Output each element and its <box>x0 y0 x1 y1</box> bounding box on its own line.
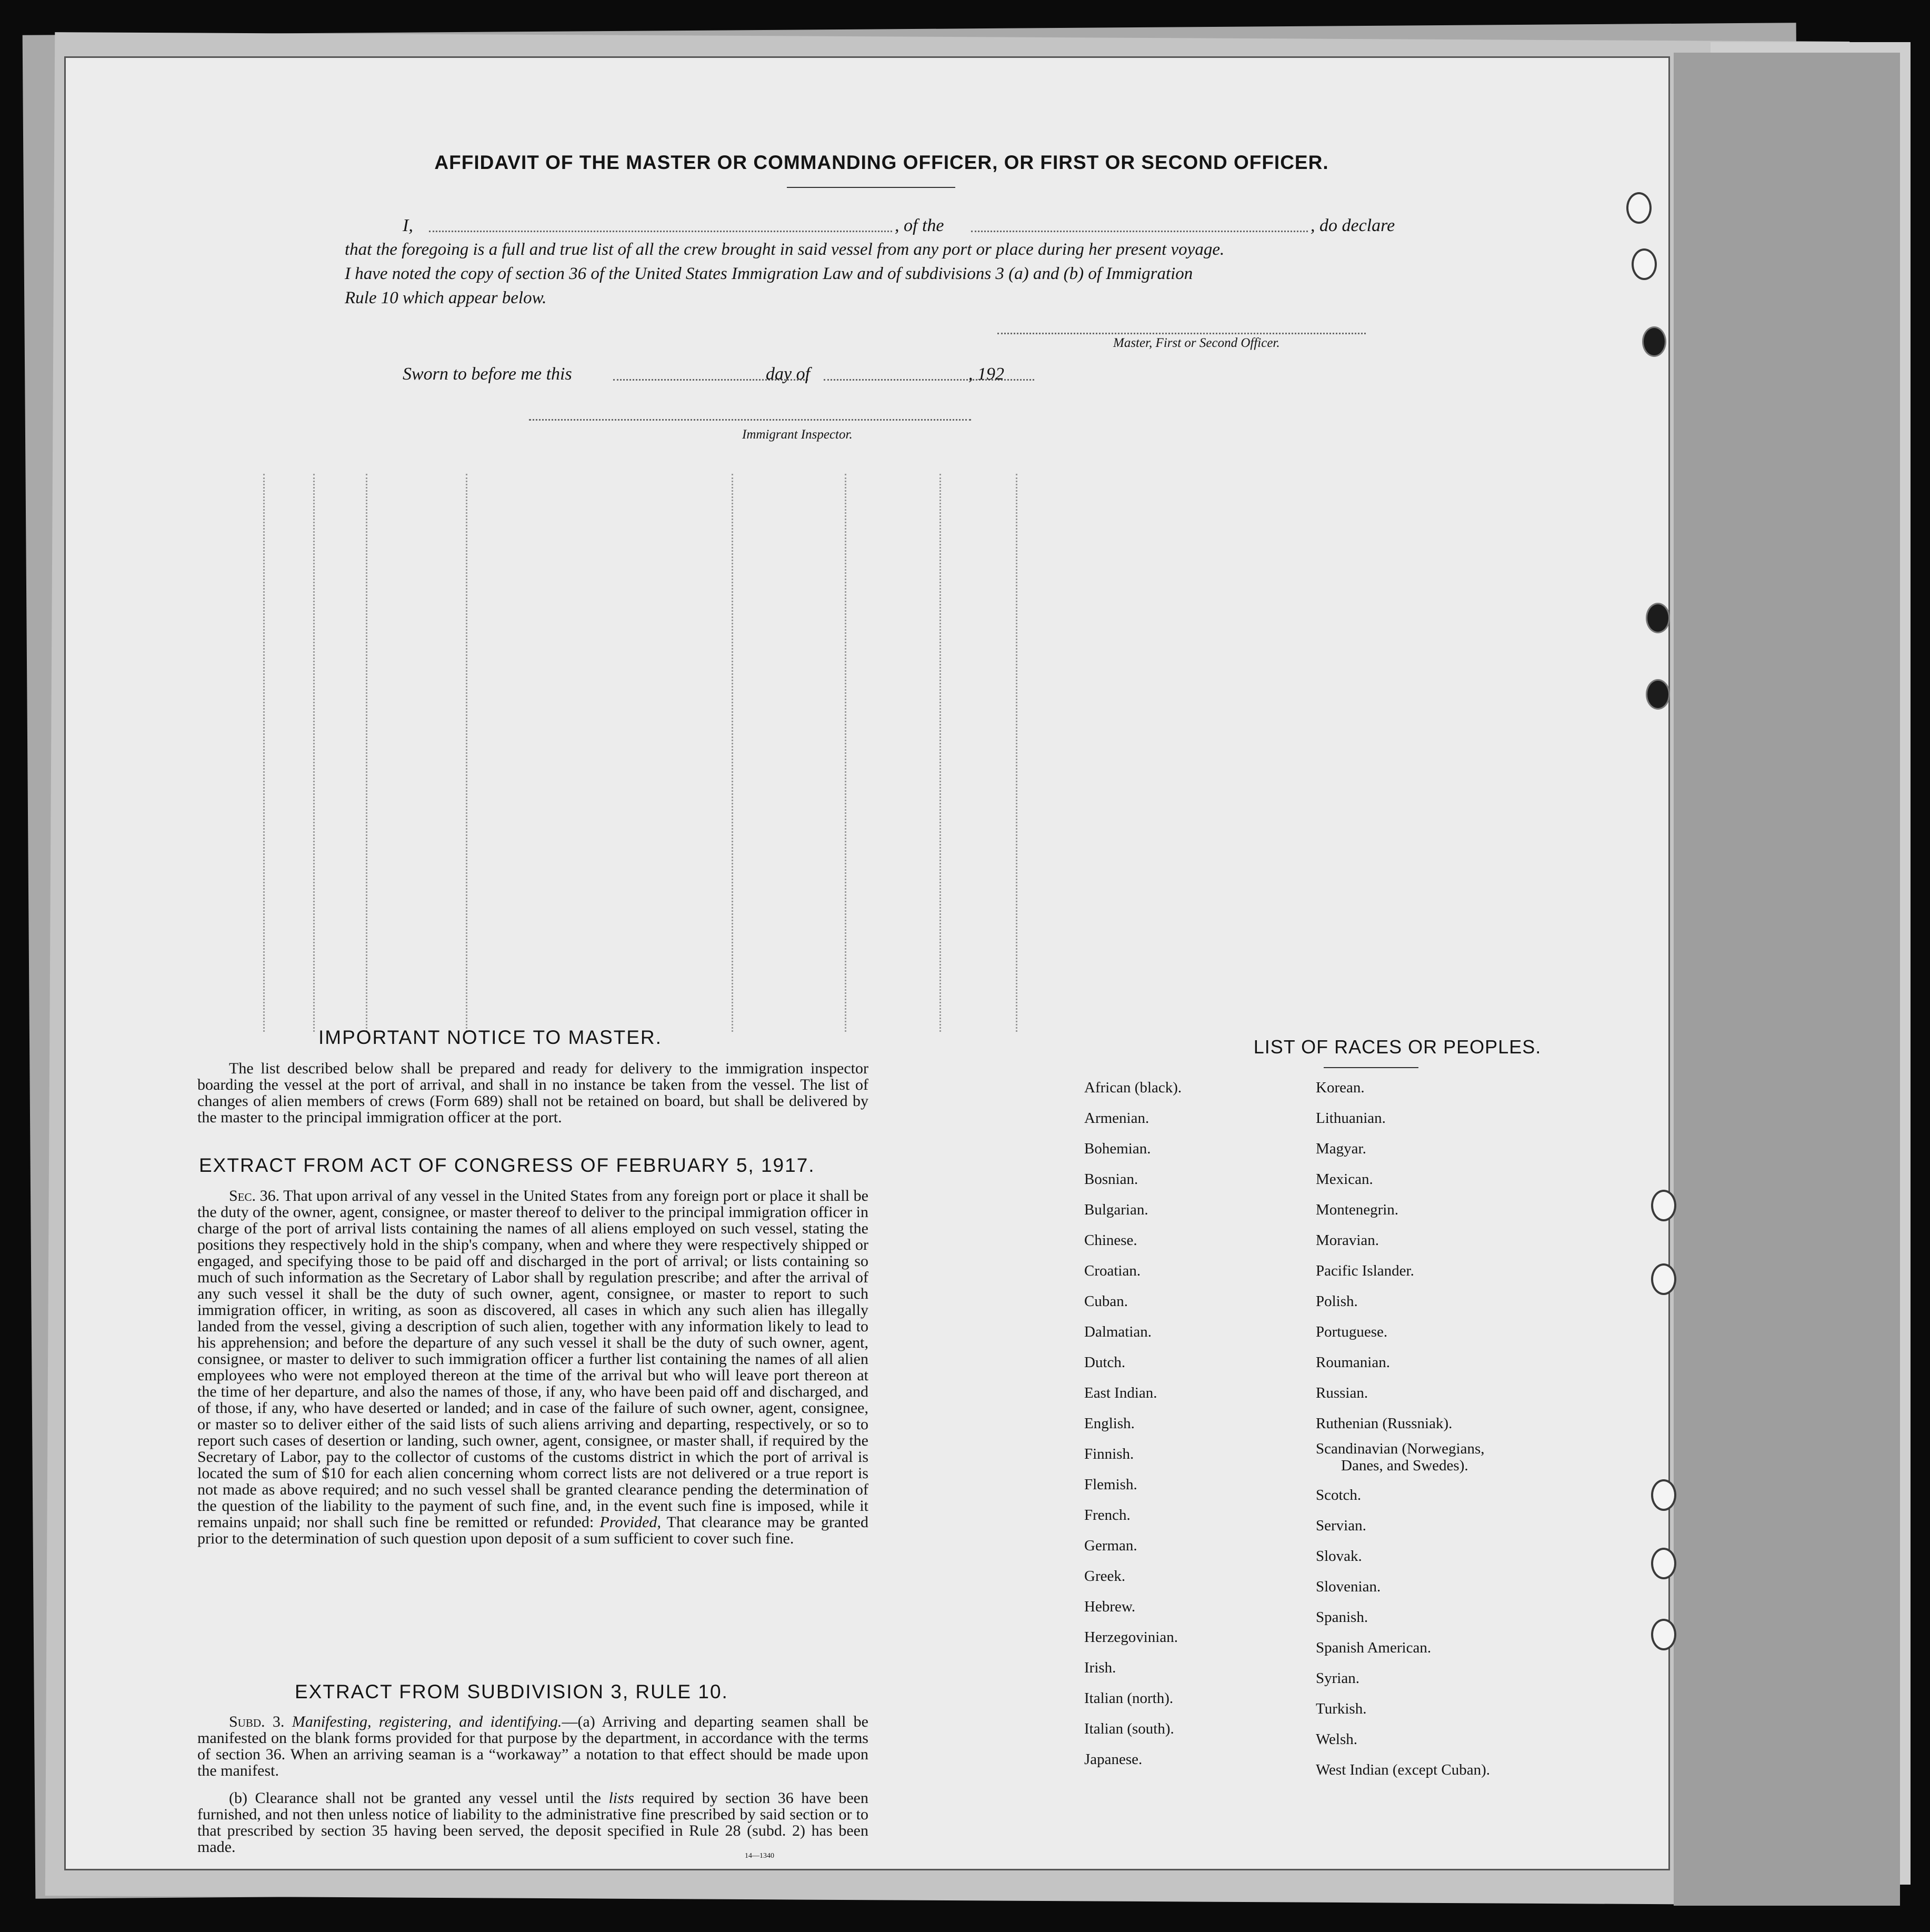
race-item: Spanish American. <box>1316 1639 1432 1656</box>
vessel-name-field[interactable] <box>971 231 1308 232</box>
race-item: French. <box>1084 1507 1131 1523</box>
punch-hole <box>1651 1619 1676 1650</box>
notice-title: IMPORTANT NOTICE TO MASTER. <box>318 1027 662 1048</box>
punch-hole <box>1632 248 1657 280</box>
race-item: Mexican. <box>1316 1171 1373 1188</box>
column-ruling <box>366 474 367 1032</box>
race-item: Croatian. <box>1084 1262 1141 1279</box>
affidavit-line-4: Rule 10 which appear below. <box>345 288 547 307</box>
punch-hole <box>1646 603 1670 633</box>
races-title: LIST OF RACES OR PEOPLES. <box>1253 1036 1542 1058</box>
race-item: Bulgarian. <box>1084 1201 1148 1218</box>
punch-hole <box>1626 192 1652 224</box>
race-item: Moravian. <box>1316 1232 1379 1249</box>
subd-heading: Manifesting, registering, and identifying. <box>292 1713 562 1730</box>
race-item: Italian (north). <box>1084 1690 1174 1707</box>
punch-hole <box>1651 1263 1676 1295</box>
race-item: Montenegrin. <box>1316 1201 1399 1218</box>
subd-label: Subd. 3. <box>229 1713 285 1730</box>
race-item: Chinese. <box>1084 1232 1137 1249</box>
race-item: Portuguese. <box>1316 1323 1388 1340</box>
race-item: Servian. <box>1316 1517 1366 1534</box>
race-item: Welsh. <box>1316 1731 1358 1748</box>
affidavit-of-the: , of the <box>895 216 944 235</box>
rule-extract-paragraph-a <box>197 1714 868 1779</box>
race-item: Finnish. <box>1084 1446 1134 1462</box>
act-text: That upon arrival of any vessel in the United States from any foreign port or place it shall be the duty of the owner, agent, consignee, or master thereof to deliver to the principal immigration officer in charge of the port of arrival lists containing the names of all aliens employed on such vessel, stating the positions they respectively hold in the ship's company, when and where they were respectively shipped or engaged, and specifying those to be paid off and discharged in the port of arrival; or lists containing so much of such information as the Secretary of Labor shall by regulation prescribe; and after the arrival of any such vessel it shall be the duty of such owner, agent, consignee, or master to report to such immigration officer, in writing, as soon as discovered, all cases in which any such alien has illegally landed from the vessel, giving a description of such alien, together with any information likely to lead to his apprehension; and before the departure of any such vessel it shall be the duty of such owner, agent, consignee, or master to deliver to such immigration officer a further list containing the names of all alien employees who were not employed thereon at the time of the arrival but who will leave port thereon at the time of her departure, and also the names of those, if any, who have been paid off and discharged, and of those, if any, who have deserted or landed; and in case of the failure of such owner, agent, consignee, or master so to deliver either of the said lists of such aliens arriving and departing, respectively, or so to report such cases of desertion or landing, such owner, agent, consignee, or master shall, if required by the Secretary of Labor, pay to the collector of customs of the customs district in which the port of arrival is located the sum of $10 for each alien concerning whom correct lists are not delivered or a true report is not made as above required; and no such vessel shall be granted clearance pending the determination of the question of the liability to the payment of such fine, and, in the event such fine is imposed, while it remains unpaid; nor shall such fine be remitted or refunded: <box>197 1187 868 1531</box>
sworn-label: Sworn to before me this <box>403 364 572 384</box>
race-item: Slovenian. <box>1316 1578 1381 1595</box>
master-signature-label: Master, First or Second Officer. <box>1113 336 1280 350</box>
column-ruling <box>732 474 733 1032</box>
form-number: 14—1340 <box>745 1852 774 1860</box>
section-label: Sec. 36. <box>229 1187 280 1204</box>
affidavit-line-3: I have noted the copy of section 36 of the United States Immigration Law and of subdivisions 3 (a) and (b) of Immigration <box>345 264 1193 283</box>
para-b-prefix: (b) Clearance shall not be granted any vessel until the <box>229 1789 601 1807</box>
punch-hole <box>1651 1190 1676 1221</box>
affidavit-do-declare: , do declare <box>1311 216 1395 235</box>
race-item: Magyar. <box>1316 1140 1366 1157</box>
race-item: Cuban. <box>1084 1293 1128 1310</box>
affidavit-title: AFFIDAVIT OF THE MASTER OR COMMANDING OFFICER, OR FIRST OR SECOND OFFICER. <box>434 152 1329 173</box>
rule-extract-title: EXTRACT FROM SUBDIVISION 3, RULE 10. <box>295 1681 728 1702</box>
para-b-lists: lists <box>608 1789 634 1807</box>
race-item: Scotch. <box>1316 1487 1362 1503</box>
inspector-signature-field[interactable] <box>529 419 971 421</box>
race-item: Ruthenian (Russniak). <box>1316 1415 1453 1432</box>
act-extract-title: EXTRACT FROM ACT OF CONGRESS OF FEBRUARY 5, 1917. <box>199 1154 815 1176</box>
race-item: Hebrew. <box>1084 1598 1136 1615</box>
race-item: Lithuanian. <box>1316 1110 1386 1127</box>
inspector-label: Immigrant Inspector. <box>742 427 853 442</box>
act-extract-paragraph <box>197 1188 868 1547</box>
notice-paragraph <box>197 1060 868 1126</box>
race-item: Dalmatian. <box>1084 1323 1152 1340</box>
para-b-rest: required by section 36 have been furnished, and not then unless notice of liability to the administrative fine prescribed by said section or to that prescribed by section 35 having been served, the deposit specified in Rule 28 (subd. 2) has been made. <box>197 1789 868 1856</box>
subd-text-a: —(a) Arriving and departing seamen shall be manifested on the blank forms provided for that purpose by the department, in accordance with the terms of section 36. When an arriving seaman is a “workaway” a notation to that effect should be made upon the manifest. <box>197 1713 868 1779</box>
column-ruling <box>313 474 315 1032</box>
race-item: Japanese. <box>1084 1751 1143 1768</box>
race-item-continued: Danes, and Swedes). <box>1341 1457 1468 1474</box>
race-item: Syrian. <box>1316 1670 1359 1687</box>
punch-hole <box>1651 1479 1676 1511</box>
race-item: Irish. <box>1084 1659 1116 1676</box>
column-ruling <box>263 474 265 1032</box>
column-ruling <box>939 474 941 1032</box>
race-item: English. <box>1084 1415 1135 1432</box>
race-item: Korean. <box>1316 1079 1365 1096</box>
race-item: Spanish. <box>1316 1609 1368 1626</box>
race-item: Herzegovinian. <box>1084 1629 1178 1646</box>
race-item: Scandinavian (Norwegians, <box>1316 1440 1485 1457</box>
race-item: Italian (south). <box>1084 1720 1174 1737</box>
notice-text: The list described below shall be prepared and ready for delivery to the immigration inspector boarding the vessel at the port of arrival, and shall in no instance be taken from the vessel. The list of changes of alien members of crews (Form 689) shall not be retained on board, but shall be delivered by the master to the principal immigration officer at the port. <box>197 1060 868 1126</box>
race-item: Flemish. <box>1084 1476 1137 1493</box>
punch-hole <box>1651 1548 1676 1579</box>
proviso-text: That clearance may be granted prior to the determination of such question upon deposit of a sum sufficient to cover such fine. <box>197 1513 868 1547</box>
rule-extract-paragraph-b <box>197 1790 868 1855</box>
race-item: Russian. <box>1316 1385 1368 1401</box>
year-label: , 192 <box>968 364 1004 384</box>
background-sheet-right <box>1674 53 1900 1906</box>
race-item: Turkish. <box>1316 1700 1367 1717</box>
punch-hole <box>1646 679 1670 710</box>
divider <box>1324 1067 1418 1068</box>
race-item: Bohemian. <box>1084 1140 1151 1157</box>
punch-hole <box>1642 326 1666 357</box>
race-item: Slovak. <box>1316 1548 1362 1565</box>
affidavit-line-2: that the foregoing is a full and true list of all the crew brought in said vessel from any port or place during her present voyage. <box>345 240 1225 259</box>
proviso-word: Provided, <box>599 1513 661 1531</box>
race-item: West Indian (except Cuban). <box>1316 1761 1491 1778</box>
master-signature-field[interactable] <box>997 333 1366 334</box>
race-item: Greek. <box>1084 1568 1126 1585</box>
column-ruling <box>1016 474 1017 1032</box>
column-ruling <box>845 474 846 1032</box>
day-of-label: day of <box>766 364 811 384</box>
race-item: African (black). <box>1084 1079 1182 1096</box>
race-item: German. <box>1084 1537 1137 1554</box>
crew-list-form-back <box>66 58 1668 1869</box>
affidavit-i-label: I, <box>403 216 413 235</box>
race-item: Roumanian. <box>1316 1354 1390 1371</box>
column-ruling <box>466 474 467 1032</box>
race-item: Dutch. <box>1084 1354 1126 1371</box>
master-name-field[interactable] <box>429 231 892 232</box>
divider <box>787 187 955 188</box>
race-item: Armenian. <box>1084 1110 1149 1127</box>
race-item: Polish. <box>1316 1293 1358 1310</box>
race-item: East Indian. <box>1084 1385 1157 1401</box>
race-item: Pacific Islander. <box>1316 1262 1414 1279</box>
race-item: Bosnian. <box>1084 1171 1138 1188</box>
